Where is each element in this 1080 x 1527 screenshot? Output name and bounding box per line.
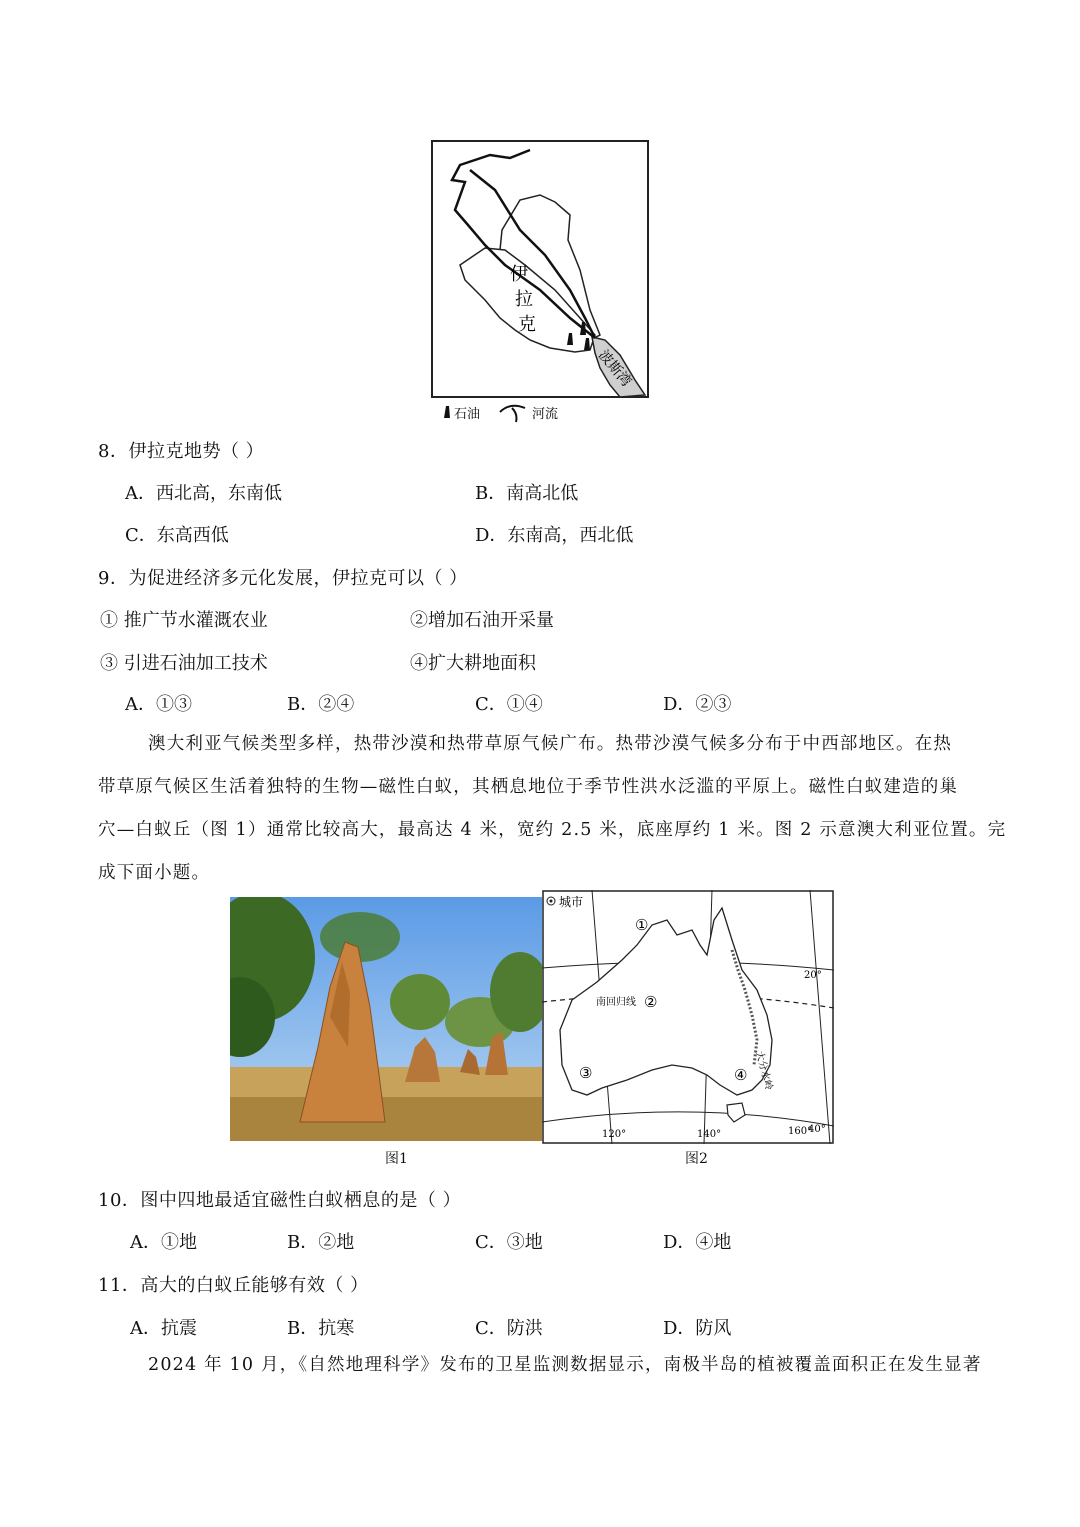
- passage-antarctic-start: 2024 年 10 月，《自然地理科学》发布的卫星监测数据显示，南极半岛的植被覆盖面积正在发生显著: [148, 1355, 982, 1375]
- q9-option-c[interactable]: C．①④: [475, 694, 543, 715]
- label-iraq-3: 克: [518, 314, 536, 335]
- q11-option-d[interactable]: D．防风: [663, 1318, 732, 1339]
- q9-item-3: ③ 引进石油加工技术: [100, 653, 268, 674]
- label-gulf: 波斯湾: [594, 347, 635, 390]
- termite-mound-photo: [230, 897, 542, 1141]
- mountain-label: 大分水岭: [753, 1049, 775, 1092]
- river-legend-icon: [500, 406, 525, 422]
- q11-option-b[interactable]: B．抗寒: [287, 1318, 355, 1339]
- label-iraq-1: 伊: [510, 264, 528, 285]
- q10-option-d[interactable]: D．④地: [663, 1232, 732, 1253]
- q11-option-a[interactable]: A．抗震: [130, 1318, 197, 1339]
- q9-option-b[interactable]: B．②④: [287, 694, 355, 715]
- place-3-label: ③: [579, 1064, 593, 1082]
- question-9-stem: 9．为促进经济多元化发展，伊拉克可以（ ）: [98, 568, 468, 589]
- lon-160-label: 160°: [788, 1126, 813, 1137]
- lat-40-label: 40°: [808, 1124, 826, 1135]
- q8-option-b[interactable]: B．南高北低: [475, 483, 579, 504]
- oil-legend-icon: [444, 406, 450, 418]
- q8-option-d[interactable]: D．东南高，西北低: [475, 525, 634, 546]
- figure-2-caption: 图2: [685, 1151, 708, 1167]
- passage-line-2: 带草原气候区生活着独特的生物—磁性白蚁，其栖息地位于季节性洪水泛滥的平原上。磁性白蚁建造的巢: [98, 777, 959, 797]
- figure-1-caption: 图1: [385, 1151, 408, 1167]
- place-1-label: ①: [635, 916, 649, 934]
- place-4-label: ④: [734, 1066, 748, 1084]
- q9-item-1: ① 推广节水灌溉农业: [100, 610, 268, 631]
- legend-river-text: 河流: [532, 407, 559, 422]
- q9-option-d[interactable]: D．②③: [663, 694, 732, 715]
- legend-oil-text: 石油: [454, 407, 481, 422]
- australia-map: [542, 890, 834, 1144]
- question-11-stem: 11．高大的白蚁丘能够有效（ ）: [98, 1275, 369, 1296]
- lon-140-label: 140°: [697, 1129, 722, 1140]
- passage-line-3: 穴—白蚁丘（图 1）通常比较高大，最高达 4 米，宽约 2.5 米，底座厚约 1 米。图 2 示意澳大利亚位置。完: [98, 820, 1007, 840]
- q9-option-a[interactable]: A．①③: [125, 694, 192, 715]
- lat-20-label: 20°: [804, 970, 822, 981]
- question-8-stem: 8．伊拉克地势（ ）: [98, 441, 265, 462]
- iraq-map-figure: [430, 140, 650, 430]
- iraq-map: [430, 140, 650, 430]
- q10-option-b[interactable]: B．②地: [287, 1232, 355, 1253]
- q10-option-a[interactable]: A．①地: [130, 1232, 197, 1253]
- label-iraq-2: 拉: [515, 289, 533, 310]
- q8-option-a[interactable]: A．西北高，东南低: [125, 483, 282, 504]
- passage-line-4: 成下面小题。: [98, 863, 211, 883]
- lon-120-label: 120°: [602, 1129, 627, 1140]
- place-2-label: ②: [644, 993, 658, 1011]
- q9-item-4: ④扩大耕地面积: [410, 653, 536, 674]
- q8-option-c[interactable]: C．东高西低: [125, 525, 229, 546]
- question-10-stem: 10．图中四地最适宜磁性白蚁栖息的是（ ）: [98, 1190, 462, 1211]
- q11-option-c[interactable]: C．防洪: [475, 1318, 543, 1339]
- legend-city-text: 城市: [559, 895, 584, 909]
- tropic-label: 南回归线: [596, 997, 636, 1008]
- passage-australia: [98, 723, 1007, 895]
- q9-item-2: ②增加石油开采量: [410, 610, 554, 631]
- passage-line-1: 澳大利亚气候类型多样，热带沙漠和热带草原气候广布。热带沙漠气候多分布于中西部地区。在热: [148, 734, 953, 754]
- q10-option-c[interactable]: C．③地: [475, 1232, 543, 1253]
